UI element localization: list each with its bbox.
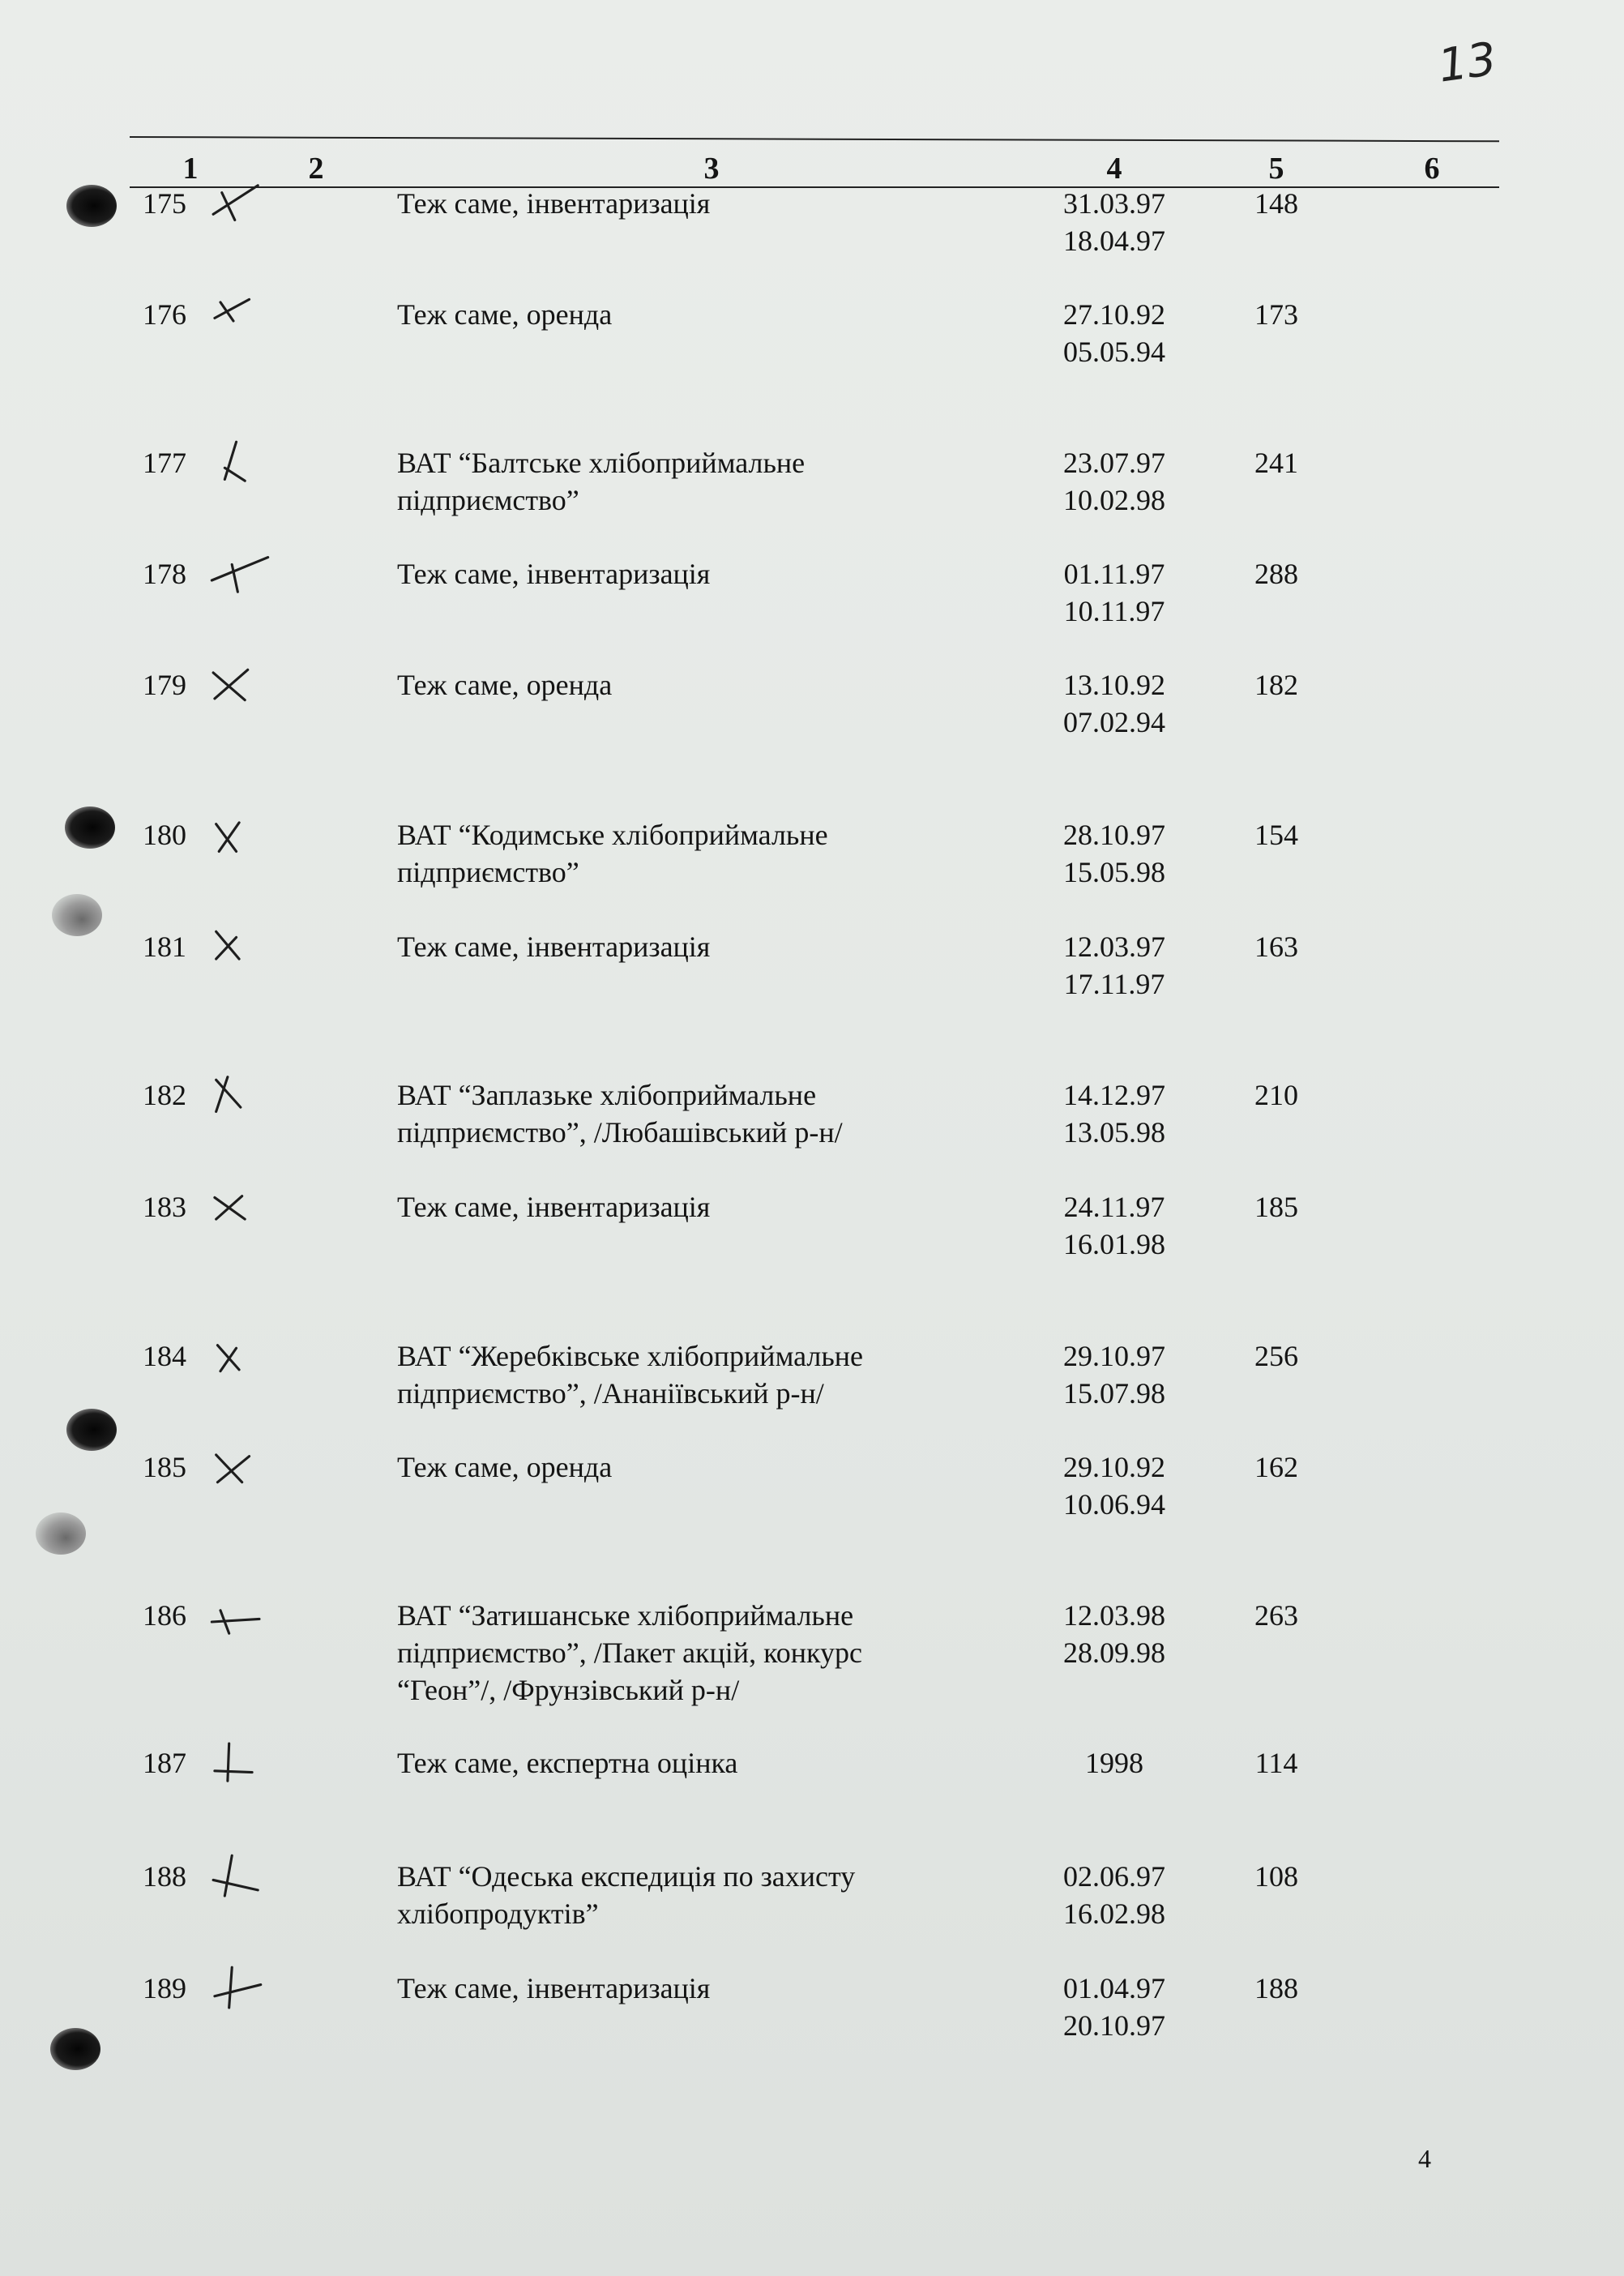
description-line: ВАТ “Кодимське хлібоприймальне — [397, 819, 828, 851]
row-dates — [1033, 1970, 1195, 2044]
checkmark-icon — [207, 657, 272, 713]
row-number: 182 — [143, 1079, 186, 1111]
row-description — [397, 1970, 981, 2007]
date-value: 31.03.97 — [1063, 187, 1165, 220]
checkmark-icon — [207, 1735, 272, 1791]
checkmark-icon — [207, 806, 272, 863]
description-line: ВАТ “Одеська експедиція по захисту — [397, 1860, 856, 1893]
row-dates — [1033, 555, 1195, 630]
row-dates — [1033, 185, 1195, 259]
row-number: 186 — [143, 1599, 186, 1632]
sheet-count: 210 — [1254, 1079, 1298, 1111]
description-line: підприємство” — [397, 856, 579, 888]
punch-hole — [66, 185, 117, 227]
date-value: 15.05.98 — [1063, 856, 1165, 888]
sheet-count: 148 — [1254, 187, 1298, 220]
date-value: 07.02.94 — [1063, 706, 1165, 738]
date-value: 05.05.94 — [1063, 336, 1165, 368]
row-number: 183 — [143, 1191, 186, 1223]
sheet-count: 256 — [1254, 1340, 1298, 1372]
date-value: 28.10.97 — [1063, 819, 1165, 851]
row-dates — [1033, 1448, 1195, 1523]
checkmark-icon — [207, 918, 272, 975]
date-value: 10.02.98 — [1063, 484, 1165, 516]
row-dates — [1033, 444, 1195, 519]
row-description — [397, 1076, 981, 1151]
punch-hole — [36, 1512, 86, 1555]
row-description — [397, 816, 981, 891]
description-line: ВАТ “Балтське хлібоприймальне — [397, 447, 806, 479]
description-line: Теж саме, оренда — [397, 298, 613, 331]
sheet-count: 163 — [1254, 931, 1298, 963]
date-value: 01.11.97 — [1063, 558, 1165, 590]
row-number: 179 — [143, 669, 186, 701]
date-value: 27.10.92 — [1063, 298, 1165, 331]
checkmark-icon — [207, 434, 272, 491]
date-value: 15.07.98 — [1063, 1377, 1165, 1410]
row-description — [397, 1744, 981, 1782]
description-line: підприємство”, /Ананіївський р-н/ — [397, 1377, 824, 1410]
row-dates — [1033, 816, 1195, 891]
punch-hole — [65, 806, 115, 849]
row-dates — [1033, 666, 1195, 741]
description-line: ВАТ “Заплазьке хлібоприймальне — [397, 1079, 817, 1111]
sheet-count: 182 — [1254, 669, 1298, 701]
row-description — [397, 1597, 981, 1709]
row-dates — [1033, 296, 1195, 370]
sheet-count: 162 — [1254, 1451, 1298, 1483]
row-description — [397, 296, 981, 333]
date-value: 29.10.92 — [1063, 1451, 1165, 1483]
row-description — [397, 444, 981, 519]
checkmark-icon — [207, 286, 272, 343]
checkmark-icon — [207, 1587, 272, 1644]
sheet-count: 263 — [1254, 1599, 1298, 1632]
sheet-count: 241 — [1254, 447, 1298, 479]
column-header-2: 2 — [308, 152, 324, 186]
row-description — [397, 555, 981, 593]
sheet-count: 154 — [1254, 819, 1298, 851]
description-line: Теж саме, інвентаризація — [397, 1972, 711, 2004]
description-line: хлібопродуктів” — [397, 1897, 599, 1930]
description-line: Теж саме, оренда — [397, 669, 613, 701]
date-value: 28.09.98 — [1063, 1636, 1165, 1669]
row-number: 185 — [143, 1451, 186, 1483]
sheet-count: 288 — [1254, 558, 1298, 590]
row-description — [397, 928, 981, 965]
row-number: 187 — [143, 1747, 186, 1779]
checkmark-icon — [207, 175, 272, 232]
row-dates — [1033, 928, 1195, 1003]
row-number: 184 — [143, 1340, 186, 1372]
checkmark-icon — [207, 1179, 272, 1235]
punch-hole — [50, 2028, 100, 2070]
sheet-count: 108 — [1254, 1860, 1298, 1893]
sheet-count: 188 — [1254, 1972, 1298, 2004]
date-value: 20.10.97 — [1063, 2009, 1165, 2042]
row-number: 177 — [143, 447, 186, 479]
column-header-4: 4 — [1106, 152, 1122, 186]
sheet-count: 173 — [1254, 298, 1298, 331]
row-number: 176 — [143, 298, 186, 331]
date-value: 10.11.97 — [1063, 595, 1165, 627]
sheet-count: 114 — [1254, 1747, 1298, 1779]
row-number: 175 — [143, 187, 186, 220]
description-line: Теж саме, експертна оцінка — [397, 1747, 738, 1779]
footer-page-number: 4 — [1418, 2144, 1431, 2173]
row-number: 181 — [143, 931, 186, 963]
row-number: 178 — [143, 558, 186, 590]
date-value: 23.07.97 — [1063, 447, 1165, 479]
description-line: “Геон”/, /Фрунзівський р-н/ — [397, 1674, 740, 1706]
description-line: підприємство”, /Любашівський р-н/ — [397, 1116, 843, 1149]
row-dates — [1033, 1858, 1195, 1932]
row-dates — [1033, 1744, 1195, 1782]
checkmark-icon — [207, 1328, 272, 1384]
row-description — [397, 1448, 981, 1486]
date-value: 01.04.97 — [1063, 1972, 1165, 2004]
date-value: 02.06.97 — [1063, 1860, 1165, 1893]
row-dates — [1033, 1076, 1195, 1151]
row-description — [397, 185, 981, 222]
description-line: Теж саме, інвентаризація — [397, 187, 711, 220]
column-header-3: 3 — [703, 152, 720, 186]
checkmark-icon — [207, 1067, 272, 1123]
description-line: Теж саме, оренда — [397, 1451, 613, 1483]
date-value: 16.02.98 — [1063, 1897, 1165, 1930]
handwritten-page-number: 13 — [1434, 32, 1500, 93]
column-header-1: 1 — [182, 152, 199, 186]
date-value: 18.04.97 — [1063, 225, 1165, 257]
date-value: 13.05.98 — [1063, 1116, 1165, 1149]
description-line: Теж саме, інвентаризація — [397, 558, 711, 590]
date-value: 13.10.92 — [1063, 669, 1165, 701]
date-value: 16.01.98 — [1063, 1228, 1165, 1260]
punch-hole — [52, 894, 102, 936]
checkmark-icon — [207, 1960, 272, 2017]
sheet-count: 185 — [1254, 1191, 1298, 1223]
date-value: 14.12.97 — [1063, 1079, 1165, 1111]
row-dates — [1033, 1597, 1195, 1671]
row-number: 188 — [143, 1860, 186, 1893]
row-description — [397, 1188, 981, 1226]
row-dates — [1033, 1337, 1195, 1412]
row-number: 189 — [143, 1972, 186, 2004]
checkmark-icon — [207, 545, 272, 602]
column-header-6: 6 — [1424, 152, 1440, 186]
date-value: 1998 — [1085, 1747, 1143, 1779]
date-value: 17.11.97 — [1063, 968, 1165, 1000]
date-value: 12.03.97 — [1063, 931, 1165, 963]
description-line: ВАТ “Жеребківське хлібоприймальне — [397, 1340, 864, 1372]
date-value: 29.10.97 — [1063, 1340, 1165, 1372]
checkmark-icon — [207, 1848, 272, 1905]
column-header-5: 5 — [1268, 152, 1284, 186]
description-line: Теж саме, інвентаризація — [397, 931, 711, 963]
date-value: 24.11.97 — [1063, 1191, 1165, 1223]
row-description — [397, 1858, 981, 1932]
header-top-rule — [130, 136, 1499, 142]
checkmark-icon — [207, 1439, 272, 1495]
description-line: підприємство”, /Пакет акцій, конкурс — [397, 1636, 862, 1669]
description-line: ВАТ “Затишанське хлібоприймальне — [397, 1599, 854, 1632]
row-number: 180 — [143, 819, 186, 851]
row-description — [397, 1337, 981, 1412]
description-line: Теж саме, інвентаризація — [397, 1191, 711, 1223]
description-line: підприємство” — [397, 484, 579, 516]
row-description — [397, 666, 981, 704]
punch-hole — [66, 1409, 117, 1451]
date-value: 12.03.98 — [1063, 1599, 1165, 1632]
date-value: 10.06.94 — [1063, 1488, 1165, 1521]
row-dates — [1033, 1188, 1195, 1263]
